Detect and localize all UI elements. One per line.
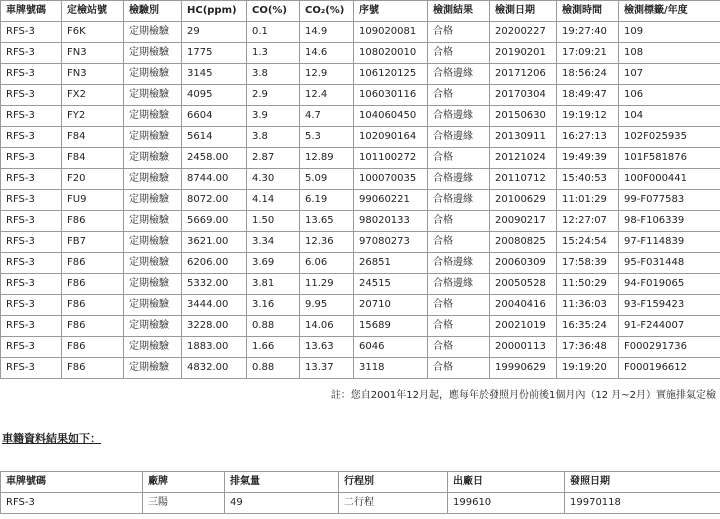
table-cell: RFS-3 [1,211,62,232]
column-header: HC(ppm) [182,1,247,22]
table-cell: 20170304 [490,85,557,106]
table-cell: 3621.00 [182,232,247,253]
table-cell: 5.09 [300,169,354,190]
table-cell: 20100629 [490,190,557,211]
table-cell: 1.66 [247,337,300,358]
table-cell: 合格 [428,337,490,358]
table-cell: 17:58:39 [557,253,619,274]
table-cell: 16:27:13 [557,127,619,148]
registration-header-row [1,472,720,493]
table-cell: 1.50 [247,211,300,232]
table-cell: 20710 [354,295,428,316]
column-header: 出廠日 [448,472,565,493]
table-cell: 24515 [354,274,428,295]
table-cell: 12.36 [300,232,354,253]
table-cell: 20190201 [490,43,557,64]
table-row [1,85,720,106]
table-cell: 108 [619,43,720,64]
table-cell: 13.65 [300,211,354,232]
table-cell: 定期檢驗 [124,295,182,316]
table-cell: 99-F077583 [619,190,720,211]
table-cell: 6046 [354,337,428,358]
table-cell: 20200227 [490,22,557,43]
table-cell: RFS-3 [1,106,62,127]
table-cell: 定期檢驗 [124,106,182,127]
table-cell: 3.69 [247,253,300,274]
table-row [1,64,720,85]
table-row [1,337,720,358]
table-cell: 13.63 [300,337,354,358]
table-cell: 97080273 [354,232,428,253]
column-header: CO(%) [247,1,300,22]
table-cell: RFS-3 [1,22,62,43]
table-cell: 102F025935 [619,127,720,148]
table-cell: FB7 [62,232,124,253]
table-cell: F86 [62,211,124,232]
table-cell: 15:40:53 [557,169,619,190]
column-header: 檢測時間 [557,1,619,22]
table-cell: 93-F159423 [619,295,720,316]
table-cell: 合格邊緣 [428,253,490,274]
table-row [1,169,720,190]
table-cell: 97-F114839 [619,232,720,253]
table-cell: 定期檢驗 [124,316,182,337]
table-cell: 定期檢驗 [124,127,182,148]
table-cell: 合格 [428,22,490,43]
table-cell: RFS-3 [1,190,62,211]
table-cell: F84 [62,127,124,148]
table-cell: 定期檢驗 [124,43,182,64]
table-row [1,148,720,169]
table-cell: 14.9 [300,22,354,43]
table-cell: 49 [225,493,339,514]
table-cell: 19:27:40 [557,22,619,43]
table-cell: 12.89 [300,148,354,169]
table-cell: 2.9 [247,85,300,106]
column-header: 定檢站號 [62,1,124,22]
table-cell: 3.81 [247,274,300,295]
table-cell: 19:49:39 [557,148,619,169]
table-cell: F86 [62,253,124,274]
column-header: 發照日期 [565,472,720,493]
table-cell: 1.3 [247,43,300,64]
table-cell: 11:01:29 [557,190,619,211]
registration-section-title: 車籍資料結果如下： [2,432,101,445]
table-cell: FY2 [62,106,124,127]
table-cell: FX2 [62,85,124,106]
column-header: 檢測日期 [490,1,557,22]
table-cell: 109 [619,22,720,43]
table-cell: 94-F019065 [619,274,720,295]
table-cell: 8744.00 [182,169,247,190]
table-cell: 19:19:12 [557,106,619,127]
table-cell: 定期檢驗 [124,337,182,358]
table-cell: 98020133 [354,211,428,232]
table-cell: 合格 [428,148,490,169]
table-cell: 100070035 [354,169,428,190]
table-cell: 3.8 [247,64,300,85]
table-cell: 6604 [182,106,247,127]
table-cell: 11.29 [300,274,354,295]
table-cell: 17:36:48 [557,337,619,358]
table-cell: 定期檢驗 [124,190,182,211]
table-cell: 三陽 [143,493,225,514]
table-row [1,211,720,232]
table-cell: 4.7 [300,106,354,127]
column-header: 檢驗別 [124,1,182,22]
table-cell: 合格 [428,211,490,232]
inspection-header-row [1,1,720,22]
table-cell: 11:36:03 [557,295,619,316]
table-row [1,22,720,43]
table-cell: 100F000441 [619,169,720,190]
table-cell: RFS-3 [1,148,62,169]
table-cell: 6.06 [300,253,354,274]
table-cell: 20080825 [490,232,557,253]
table-cell: F6K [62,22,124,43]
table-cell: RFS-3 [1,358,62,379]
table-cell: 定期檢驗 [124,169,182,190]
table-cell: 12.4 [300,85,354,106]
table-cell: 95-F031448 [619,253,720,274]
table-cell: 3.34 [247,232,300,253]
table-cell: RFS-3 [1,337,62,358]
table-row [1,295,720,316]
table-cell: FN3 [62,64,124,85]
table-cell: F000291736 [619,337,720,358]
table-cell: 98-F106339 [619,211,720,232]
column-header: 檢測結果 [428,1,490,22]
table-cell: 8072.00 [182,190,247,211]
table-cell: 4.30 [247,169,300,190]
table-cell: 合格邊緣 [428,169,490,190]
table-cell: 20000113 [490,337,557,358]
table-cell: F86 [62,274,124,295]
table-cell: 定期檢驗 [124,22,182,43]
table-cell: 106 [619,85,720,106]
table-row [1,106,720,127]
table-row [1,253,720,274]
table-cell: 4.14 [247,190,300,211]
column-header: 序號 [354,1,428,22]
table-cell: 109020081 [354,22,428,43]
table-cell: 106030116 [354,85,428,106]
column-header: 廠牌 [143,472,225,493]
table-cell: 合格 [428,43,490,64]
table-cell: 5669.00 [182,211,247,232]
table-cell: 合格邊緣 [428,64,490,85]
column-header: CO₂(%) [300,1,354,22]
table-cell: 5614 [182,127,247,148]
table-cell: 199610 [448,493,565,514]
table-cell: RFS-3 [1,232,62,253]
table-cell: 合格 [428,232,490,253]
table-cell: 3.8 [247,127,300,148]
table-cell: 14.6 [300,43,354,64]
table-cell: 2458.00 [182,148,247,169]
table-cell: 0.88 [247,358,300,379]
table-cell: RFS-3 [1,43,62,64]
table-cell: RFS-3 [1,85,62,106]
table-cell: F20 [62,169,124,190]
table-cell: 定期檢驗 [124,232,182,253]
table-cell: F86 [62,337,124,358]
column-header: 檢測標籤/年度 [619,1,720,22]
table-cell: 20021019 [490,316,557,337]
table-cell: RFS-3 [1,253,62,274]
table-cell: 11:50:29 [557,274,619,295]
table-cell: FU9 [62,190,124,211]
table-cell: 29 [182,22,247,43]
column-header: 車牌號碼 [1,472,143,493]
table-cell: 26851 [354,253,428,274]
table-cell: 107 [619,64,720,85]
table-cell: RFS-3 [1,64,62,85]
table-cell: 101F581876 [619,148,720,169]
table-cell: 合格 [428,295,490,316]
table-cell: RFS-3 [1,316,62,337]
table-cell: 合格邊緣 [428,106,490,127]
table-cell: 合格 [428,85,490,106]
table-cell: FN3 [62,43,124,64]
table-cell: 12:27:07 [557,211,619,232]
table-cell: 0.1 [247,22,300,43]
table-cell: F000196612 [619,358,720,379]
table-cell: 二行程 [339,493,448,514]
column-header: 行程別 [339,472,448,493]
table-cell: 合格 [428,358,490,379]
table-cell: RFS-3 [1,493,143,514]
table-cell: F86 [62,295,124,316]
table-cell: 15:24:54 [557,232,619,253]
table-cell: 3444.00 [182,295,247,316]
table-cell: RFS-3 [1,169,62,190]
table-cell: F86 [62,316,124,337]
table-cell: 19:19:20 [557,358,619,379]
table-cell: 6206.00 [182,253,247,274]
table-cell: 3.16 [247,295,300,316]
table-row [1,274,720,295]
table-cell: 20130911 [490,127,557,148]
table-cell: 定期檢驗 [124,64,182,85]
table-cell: 104 [619,106,720,127]
table-cell: 15689 [354,316,428,337]
table-cell: 定期檢驗 [124,358,182,379]
registration-table [0,471,720,514]
table-row [1,127,720,148]
table-cell: 定期檢驗 [124,274,182,295]
table-cell: 13.37 [300,358,354,379]
table-cell: 20110712 [490,169,557,190]
table-row [1,190,720,211]
table-cell: 20040416 [490,295,557,316]
table-cell: 定期檢驗 [124,148,182,169]
table-cell: 6.19 [300,190,354,211]
table-row [1,358,720,379]
table-cell: 18:56:24 [557,64,619,85]
table-row [1,43,720,64]
table-cell: 108020010 [354,43,428,64]
table-row [1,232,720,253]
table-cell: 19990629 [490,358,557,379]
table-cell: 3.9 [247,106,300,127]
table-cell: 14.06 [300,316,354,337]
table-cell: 101100272 [354,148,428,169]
table-cell: 定期檢驗 [124,253,182,274]
table-cell: 20050528 [490,274,557,295]
table-cell: 合格邊緣 [428,274,490,295]
table-cell: 4832.00 [182,358,247,379]
table-cell: 18:49:47 [557,85,619,106]
table-cell: 19970118 [565,493,720,514]
table-cell: 定期檢驗 [124,211,182,232]
table-cell: 20171206 [490,64,557,85]
table-cell: 91-F244007 [619,316,720,337]
table-cell: 合格 [428,316,490,337]
registration-row [1,493,720,514]
table-cell: 106120125 [354,64,428,85]
table-cell: 1775 [182,43,247,64]
table-cell: 5332.00 [182,274,247,295]
table-cell: 17:09:21 [557,43,619,64]
table-cell: 2.87 [247,148,300,169]
table-cell: 9.95 [300,295,354,316]
table-cell: 99060221 [354,190,428,211]
table-cell: 12.9 [300,64,354,85]
table-cell: 3145 [182,64,247,85]
table-cell: 合格邊緣 [428,190,490,211]
table-cell: F86 [62,358,124,379]
table-cell: 定期檢驗 [124,85,182,106]
table-cell: 5.3 [300,127,354,148]
table-cell: 3118 [354,358,428,379]
table-cell: RFS-3 [1,127,62,148]
inspection-note: 註：您自2001年12月起，應每年於發照月份前後1個月內（12 月~2月）實施排氣定檢 [330,390,716,401]
table-cell: 20121024 [490,148,557,169]
table-row [1,316,720,337]
table-cell: 20060309 [490,253,557,274]
table-cell: 20150630 [490,106,557,127]
table-cell: F84 [62,148,124,169]
table-cell: 3228.00 [182,316,247,337]
table-cell: RFS-3 [1,295,62,316]
table-cell: 1883.00 [182,337,247,358]
table-cell: 合格邊緣 [428,127,490,148]
table-cell: 102090164 [354,127,428,148]
table-cell: 20090217 [490,211,557,232]
table-cell: RFS-3 [1,274,62,295]
table-cell: 16:35:24 [557,316,619,337]
column-header: 車牌號碼 [1,1,62,22]
table-cell: 104060450 [354,106,428,127]
column-header: 排氣量 [225,472,339,493]
table-cell: 4095 [182,85,247,106]
table-cell: 0.88 [247,316,300,337]
